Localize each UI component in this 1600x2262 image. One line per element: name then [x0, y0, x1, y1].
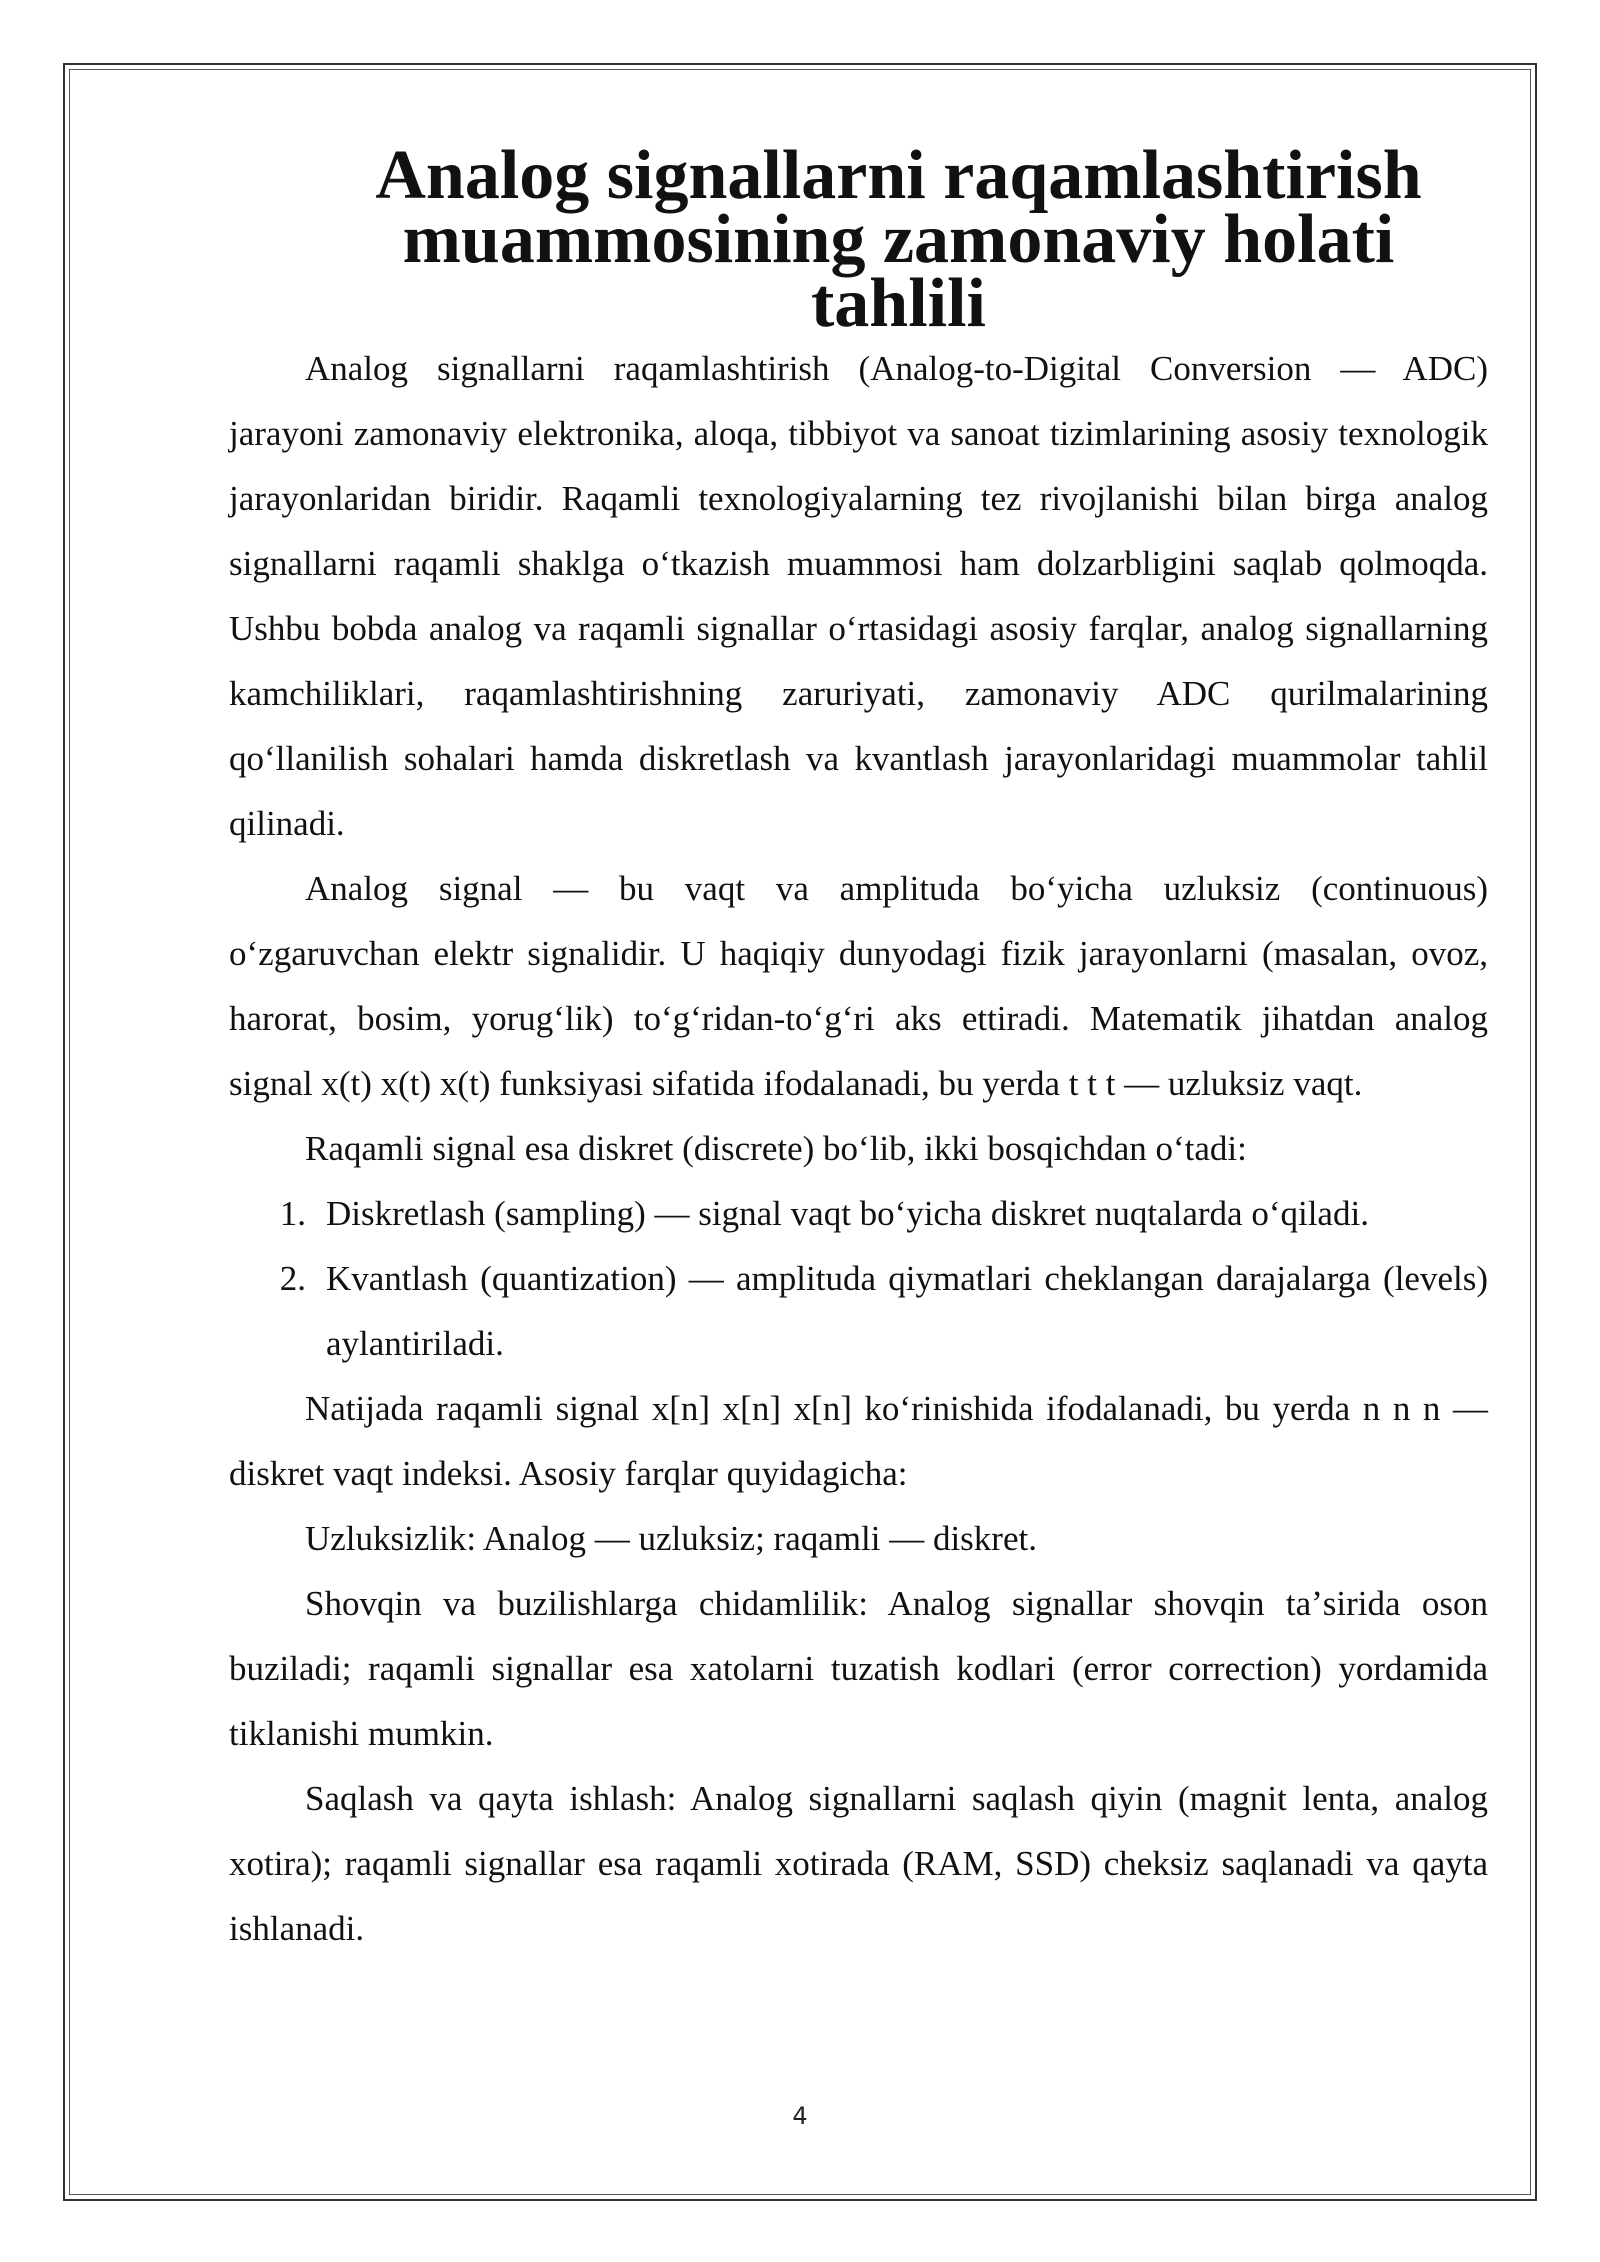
paragraph-result: Natijada raqamli signal x[n] x[n] x[n] koʻrinishida ifodalanadi, bu yerda n n n — diskret vaqt indeksi. Asosiy farqlar quyidagicha:	[229, 1389, 1488, 1493]
numbered-list	[229, 1181, 1488, 1376]
paragraph-analog-signal: Analog signal — bu vaqt va amplituda boʻyicha uzluksiz (continuous) oʻzgaruvchan elektr signalidir. U haqiqiy dunyodagi fizik jarayonlarni (masalan, ovoz, harorat, bosim, yorugʻlik) toʻgʻridan-toʻgʻri aks ettiradi. Matematik jihatdan analog signal x(t) x(t) x(t) funksiyasi sifatida ifodalanadi, bu yerda t t t — uzluksiz vaqt.	[229, 869, 1488, 1103]
paragraph-digital-signal: Raqamli signal esa diskret (discrete) boʻlib, ikki bosqichdan oʻtadi:	[305, 1129, 1247, 1168]
paragraph-storage: Saqlash va qayta ishlash: Analog signallarni saqlash qiyin (magnit lenta, analog xotira); raqamli signallar esa raqamli xotirada (RAM, SSD) cheksiz saqlanadi va qayta ishlanadi.	[229, 1779, 1488, 1948]
list-item-text: Kvantlash (quantization) — amplituda qiymatlari cheklangan darajalarga (levels) aylantiriladi.	[326, 1259, 1488, 1363]
document-title: Analog signallarni raqamlashtirish muammosining zamonaviy holati tahlili	[375, 137, 1422, 342]
list-item	[229, 1181, 1488, 1246]
list-item	[229, 1246, 1488, 1376]
paragraph-noise-resistance: Shovqin va buzilishlarga chidamlilik: Analog signallar shovqin taʼsirida oson buziladi; raqamli signallar esa xatolarni tuzatish kodlari (error correction) yordamida tiklanishi mumkin.	[229, 1584, 1488, 1753]
page-number: 4	[792, 2102, 808, 2130]
list-item-number: 1.	[279, 1194, 306, 1233]
list-item-number: 2.	[279, 1259, 306, 1298]
list-item-text: Diskretlash (sampling) — signal vaqt boʻyicha diskret nuqtalarda oʻqiladi.	[326, 1194, 1369, 1233]
page-content	[229, 137, 1488, 1961]
paragraph-continuity: Uzluksizlik: Analog — uzluksiz; raqamli — diskret.	[305, 1519, 1037, 1558]
paragraph-intro: Analog signallarni raqamlashtirish (Analog-to-Digital Conversion — ADC) jarayoni zamonaviy elektronika, aloqa, tibbiyot va sanoat tizimlarining asosiy texnologik jarayonlaridan biridir. Raqamli texnologiyalarning tez rivojlanishi bilan birga analog signallarni raqamli shaklga oʻtkazish muammosi ham dolzarbligini saqlab qolmoqda. Ushbu bobda analog va raqamli signallar oʻrtasidagi asosiy farqlar, analog signallarning kamchiliklari, raqamlashtirishning zaruriyati, zamonaviy ADC qurilmalarining qoʻllanilish sohalari hamda diskretlash va kvantlash jarayonlaridagi muammolar tahlil qilinadi.	[229, 349, 1488, 843]
